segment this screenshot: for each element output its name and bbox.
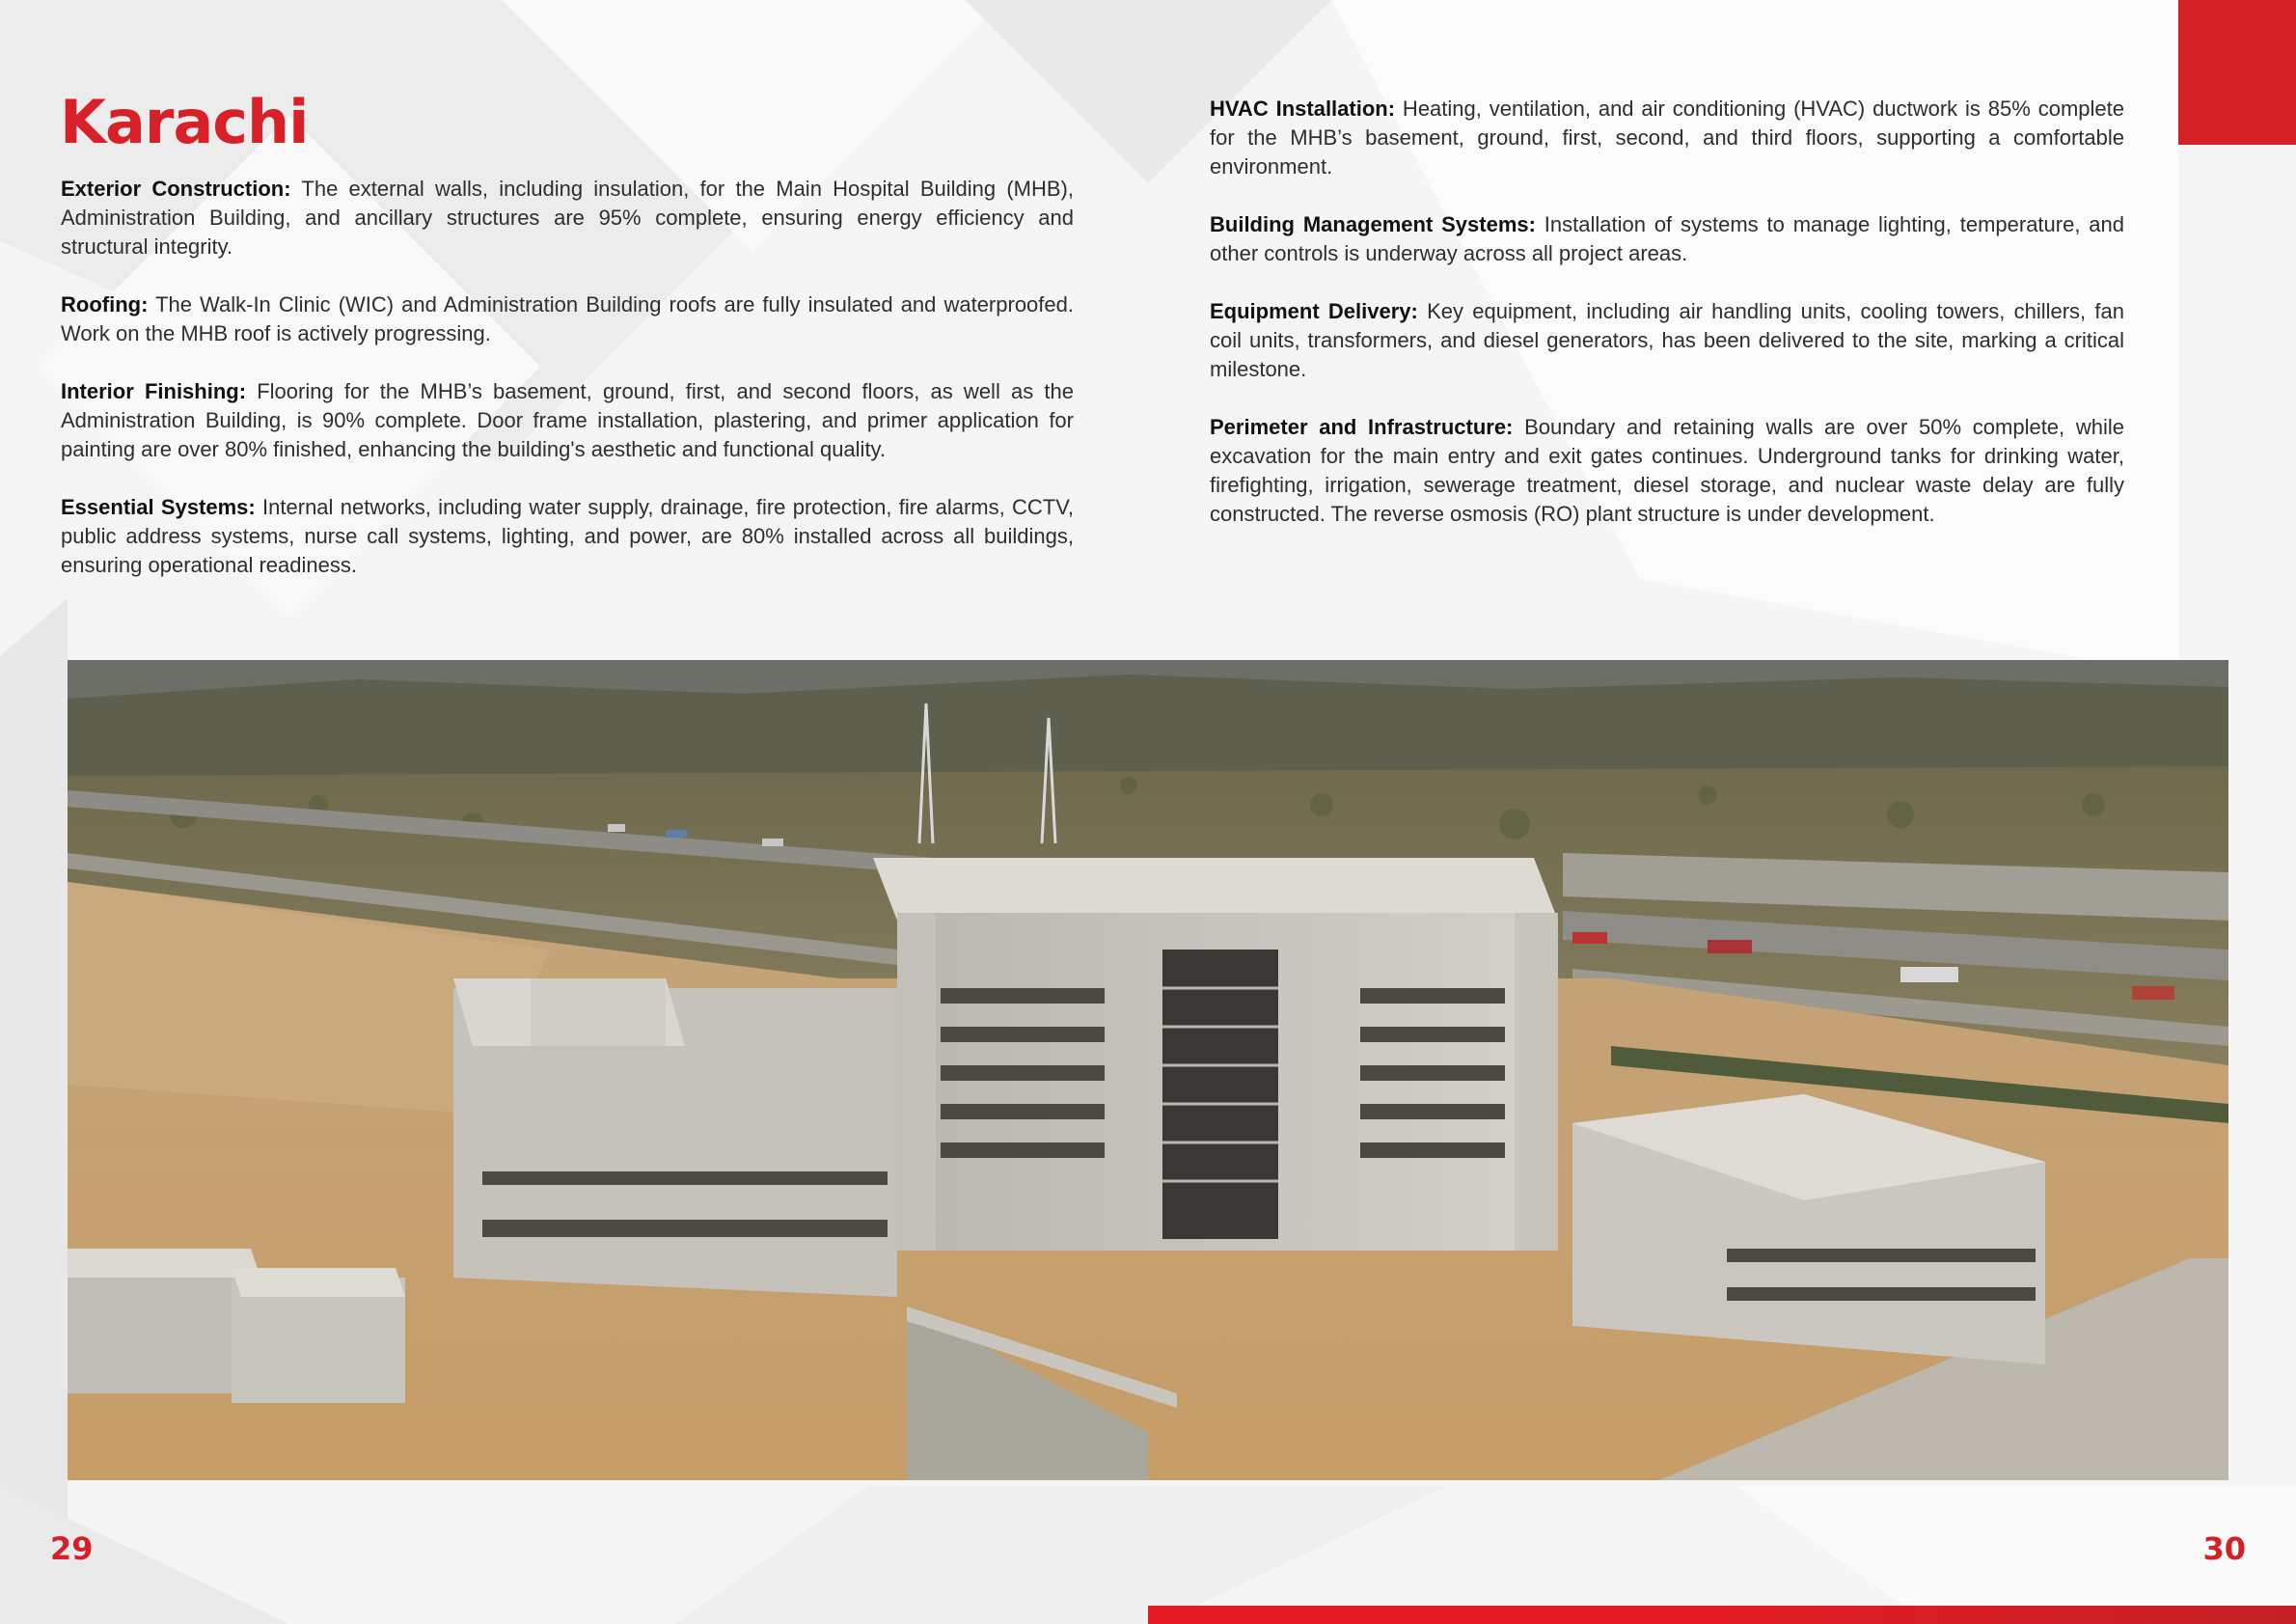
paragraph-heading: Building Management Systems: [1210,212,1536,236]
interior-finishing-paragraph [61,377,1074,464]
corner-accent-block [2178,0,2296,145]
essential-systems-paragraph [61,493,1074,580]
paragraph-body: Installation of systems to manage lighting, temperature, and other controls is underway across all project areas. [1210,212,2124,265]
paragraph-heading: Interior Finishing: [61,379,247,403]
perimeter-infrastructure-paragraph [1210,413,2124,529]
paragraph-heading: Perimeter and Infrastructure: [1210,415,1514,439]
equipment-delivery-paragraph [1210,297,2124,384]
page-number-left: 29 [50,1530,94,1567]
paragraph-body: Flooring for the MHB’s basement, ground, first, and second floors, as well as the Administration Building, is 90% complete. Door frame installation, plastering, and primer application for painting are over 80% finished, enhancing the building's aesthetic and functional quality. [61,379,1074,461]
hvac-installation-paragraph [1210,95,2124,181]
left-text-column [61,175,1074,609]
roofing-paragraph [61,290,1074,348]
page-number-right: 30 [2202,1530,2246,1567]
paragraph-heading: Essential Systems: [61,495,256,519]
aerial-site-photo [68,660,2228,1480]
paragraph-body: Internal networks, including water supply, drainage, fire protection, fire alarms, CCTV, public address systems, nurse call systems, lighting, and power, are 80% installed across all buildings, ensuring operational readiness. [61,495,1075,577]
paragraph-body: Boundary and retaining walls are over 50% complete, while excavation for the main entry and exit gates continues. Underground tanks for drinking water, firefighting, irrigation, sewerage treatment, diesel storage, and nuclear waste delay are fully constructed. The reverse osmosis (RO) plant structure is under development. [1210,415,2124,526]
paragraph-heading: Roofing: [61,292,149,317]
page-title: Karachi [60,87,309,157]
bottom-accent-bar [1148,1606,2296,1624]
building-management-paragraph [1210,210,2124,268]
paragraph-heading: Exterior Construction: [61,177,291,201]
paragraph-body: Heating, ventilation, and air conditioning (HVAC) ductwork is 85% complete for the MHB’s basement, ground, first, second, and third floors, supporting a comfortable environment. [1210,96,2124,179]
paragraph-body: The external walls, including insulation, for the Main Hospital Building (MHB), Administration Building, and ancillary structures are 95% complete, ensuring energy efficiency and structural integrity. [61,177,1074,259]
exterior-construction-paragraph [61,175,1074,261]
paragraph-body: Key equipment, including air handling units, cooling towers, chillers, fan coil units, transformers, and diesel generators, has been delivered to the site, marking a critical milestone. [1210,299,2124,381]
paragraph-body: The Walk-In Clinic (WIC) and Administration Building roofs are fully insulated and waterproofed. Work on the MHB roof is actively progressing. [61,292,1074,345]
right-text-column [1210,95,2124,558]
paragraph-heading: Equipment Delivery: [1210,299,1418,323]
paragraph-heading: HVAC Installation: [1210,96,1396,121]
